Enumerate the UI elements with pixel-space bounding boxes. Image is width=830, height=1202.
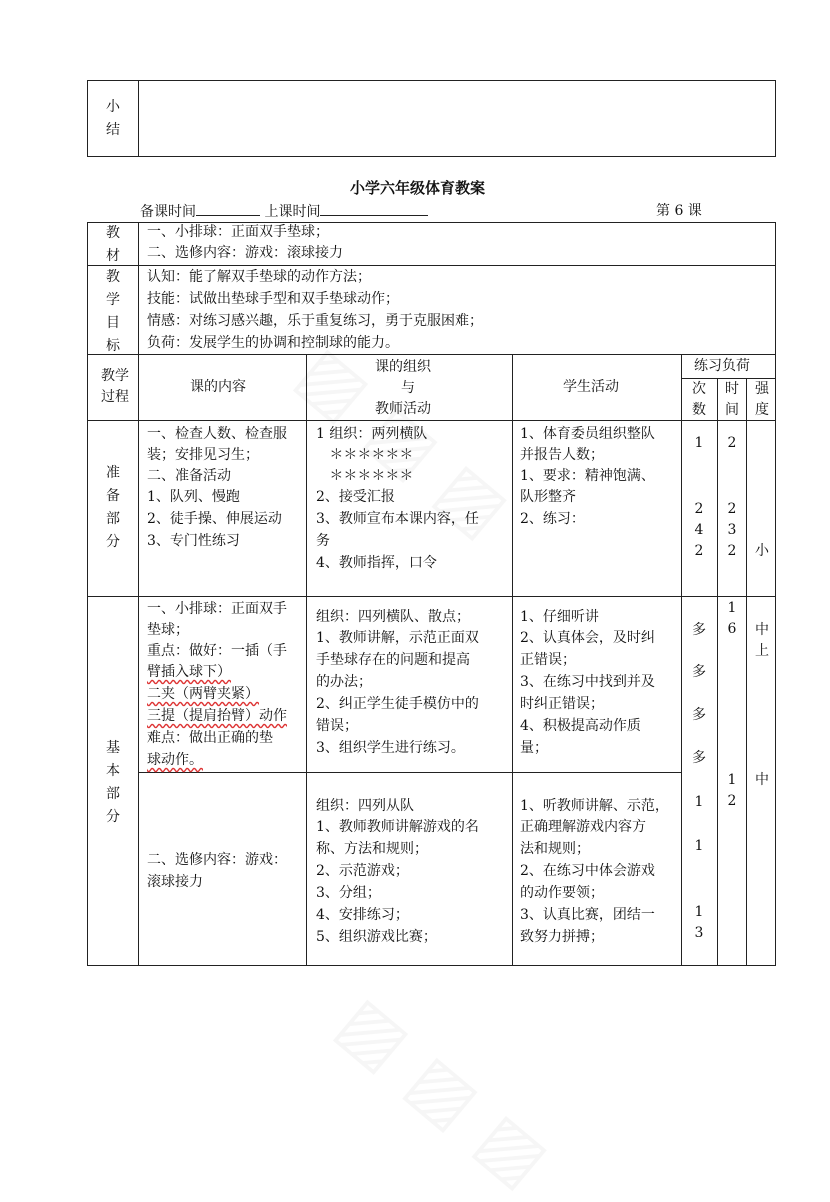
prep-time: 3 bbox=[727, 522, 737, 538]
basic-p1-content: 一、小排球：正面双手 bbox=[147, 601, 287, 617]
header-process: 教学过程 bbox=[101, 368, 129, 405]
header-count: 次数 bbox=[692, 381, 706, 418]
objective-line: 负荷：发展学生的协调和控制球的能力。 bbox=[147, 335, 399, 351]
prep-org: 务 bbox=[316, 533, 330, 549]
basic-p1-content: 三提（提肩抬臂）动作 bbox=[147, 708, 287, 724]
basic-p1-count: 多 bbox=[692, 707, 706, 723]
header-org-3: 教师活动 bbox=[375, 401, 431, 417]
prep-content: 3、专门性练习 bbox=[147, 533, 240, 549]
basic-p1-student: 时纠正错误； bbox=[520, 696, 604, 712]
summary-label: 小结 bbox=[106, 99, 120, 138]
prep-time-label: 备课时间 bbox=[140, 204, 196, 220]
prep-org: 2、接受汇报 bbox=[316, 489, 395, 505]
page-title: 小学六年级体育教案 bbox=[350, 179, 486, 197]
prep-content: 一、检查人数、检查服 bbox=[147, 426, 287, 442]
prep-count: 4 bbox=[694, 522, 704, 538]
prep-student: 并报告人数； bbox=[520, 447, 604, 463]
prep-org: ＊＊＊＊＊＊ bbox=[316, 447, 414, 463]
basic-p2-org: 5、组织游戏比赛； bbox=[316, 929, 437, 945]
basic-p1-org: 1、教师讲解，示范正面双 bbox=[316, 630, 479, 646]
basic-p2-content: 滚球接力 bbox=[147, 874, 203, 890]
basic-p2-time: 12 bbox=[727, 772, 737, 809]
basic-p1-student: 3、在练习中找到并及 bbox=[520, 674, 655, 690]
basic-p1-org: 组织：四列横队、散点； bbox=[316, 609, 470, 625]
basic-p2-org: 4、安排练习； bbox=[316, 907, 409, 923]
basic-p1-org: 3、组织学生进行练习。 bbox=[316, 740, 465, 756]
basic-p1-content: 二夹（两臂夹紧） bbox=[147, 686, 259, 702]
class-time-label: 上课时间 bbox=[264, 204, 321, 220]
prep-student: 队形整齐 bbox=[520, 489, 576, 505]
basic-p1-org: 手垫球存在的问题和提高 bbox=[316, 652, 470, 668]
basic-p1-student: 4、积极提高动作质 bbox=[520, 718, 641, 734]
basic-p1-student: 2、认真体会，及时纠 bbox=[520, 630, 655, 646]
basic-p1-content: 难点：做出正确的垫 bbox=[147, 730, 273, 746]
basic-p1-time: 16 bbox=[727, 600, 737, 637]
prep-org: ＊＊＊＊＊＊ bbox=[316, 468, 414, 484]
prep-count: 2 bbox=[694, 543, 704, 559]
basic-p2-student: 法和规则； bbox=[520, 841, 590, 857]
basic-p2-student: 2、在练习中体会游戏 bbox=[520, 863, 655, 879]
basic-p1-content: 垫球； bbox=[147, 622, 189, 638]
prep-org: 3、教师宣布本课内容，任 bbox=[316, 511, 479, 527]
prep-content: 2、徒手操、伸展运动 bbox=[147, 511, 282, 527]
header-content: 课的内容 bbox=[190, 379, 246, 395]
prep-content: 装；安排见习生； bbox=[147, 447, 259, 463]
header-intensity: 强度 bbox=[755, 381, 769, 418]
basic-p2-student: 1、听教师讲解、示范， bbox=[520, 798, 669, 814]
basic-p1-student: 正错误； bbox=[520, 652, 576, 668]
prep-student: 2、练习： bbox=[520, 511, 585, 527]
basic-p1-content: 球动作。 bbox=[147, 752, 203, 768]
prep-org: 1 组织：两列横队 bbox=[316, 426, 428, 442]
summary-table bbox=[87, 80, 776, 157]
material-label: 教材 bbox=[106, 225, 120, 264]
prep-org: 4、教师指挥，口令 bbox=[316, 555, 437, 571]
prep-time: 2 bbox=[727, 435, 737, 451]
basic-p2-student: 致努力拼搏； bbox=[520, 929, 604, 945]
objective-line: 情感：对练习感兴趣，乐于重复练习，勇于克服困难； bbox=[147, 313, 483, 329]
prep-time: 2 bbox=[727, 543, 737, 559]
watermark bbox=[323, 980, 565, 1202]
header-time: 时间 bbox=[725, 381, 739, 418]
prep-content: 二、准备活动 bbox=[147, 468, 231, 484]
objectives-label: 教学目标 bbox=[106, 269, 120, 354]
objective-line: 认知：能了解双手垫球的动作方法； bbox=[147, 269, 371, 285]
prep-intensity: 小 bbox=[755, 543, 769, 559]
prep-count: 1 bbox=[694, 435, 704, 451]
basic-p2-org: 1、教师教师讲解游戏的名 bbox=[316, 819, 479, 835]
header-student: 学生活动 bbox=[563, 379, 619, 395]
material-line: 二、选修内容：游戏：滚球接力 bbox=[147, 245, 343, 261]
basic-p1-org: 2、纠正学生徒手模仿中的 bbox=[316, 696, 479, 712]
basic-p2-org: 3、分组； bbox=[316, 885, 381, 901]
basic-p1-count: 多 bbox=[692, 622, 706, 638]
basic-p1-content: 重点：做好：一插（手 bbox=[147, 643, 287, 659]
prep-student: 1、体育委员组织整队 bbox=[520, 426, 655, 442]
basic-p2-count: 1 bbox=[694, 794, 704, 810]
header-load: 练习负荷 bbox=[694, 358, 750, 374]
basic-p1-org: 的办法； bbox=[316, 674, 372, 690]
prep-count: 2 bbox=[694, 501, 704, 517]
basic-p2-student: 的动作要领； bbox=[520, 885, 604, 901]
header-org-2: 与 bbox=[401, 380, 415, 396]
prep-label: 准备部分 bbox=[106, 465, 120, 550]
basic-p1-student: 1、仔细听讲 bbox=[520, 609, 599, 625]
material-line: 一、小排球：正面双手垫球； bbox=[147, 224, 329, 240]
basic-p1-count: 多 bbox=[692, 664, 706, 680]
lesson-number: 第 6 课 bbox=[656, 203, 702, 219]
objective-line: 技能：试做出垫球手型和双手垫球动作； bbox=[147, 291, 399, 307]
basic-p2-intensity: 中 bbox=[755, 772, 769, 788]
basic-p2-org: 2、示范游戏； bbox=[316, 863, 409, 879]
basic-p1-intensity: 中上 bbox=[755, 622, 769, 659]
basic-p1-org: 错误； bbox=[316, 718, 358, 734]
prep-student: 1、要求：精神饱满、 bbox=[520, 468, 655, 484]
basic-p2-org: 组织：四列从队 bbox=[316, 798, 414, 814]
basic-p1-content: 臂插入球下） bbox=[147, 664, 231, 680]
basic-label: 基本部分 bbox=[106, 740, 120, 825]
basic-p2-count: 1 bbox=[694, 838, 704, 854]
basic-p2-count: 3 bbox=[694, 925, 704, 941]
basic-p2-content: 二、选修内容：游戏： bbox=[147, 852, 287, 868]
basic-p1-count: 多 bbox=[692, 750, 706, 766]
prep-time: 2 bbox=[727, 501, 737, 517]
basic-p2-student: 3、认真比赛，团结一 bbox=[520, 907, 655, 923]
basic-p2-count: 1 bbox=[694, 904, 704, 920]
basic-p2-student: 正确理解游戏内容方 bbox=[520, 819, 646, 835]
prep-time bbox=[140, 201, 428, 223]
prep-content: 1、队列、慢跑 bbox=[147, 489, 240, 505]
basic-p2-org: 称、方法和规则； bbox=[316, 841, 428, 857]
header-org-1: 课的组织 bbox=[375, 359, 431, 375]
basic-p1-student: 量； bbox=[520, 740, 548, 756]
